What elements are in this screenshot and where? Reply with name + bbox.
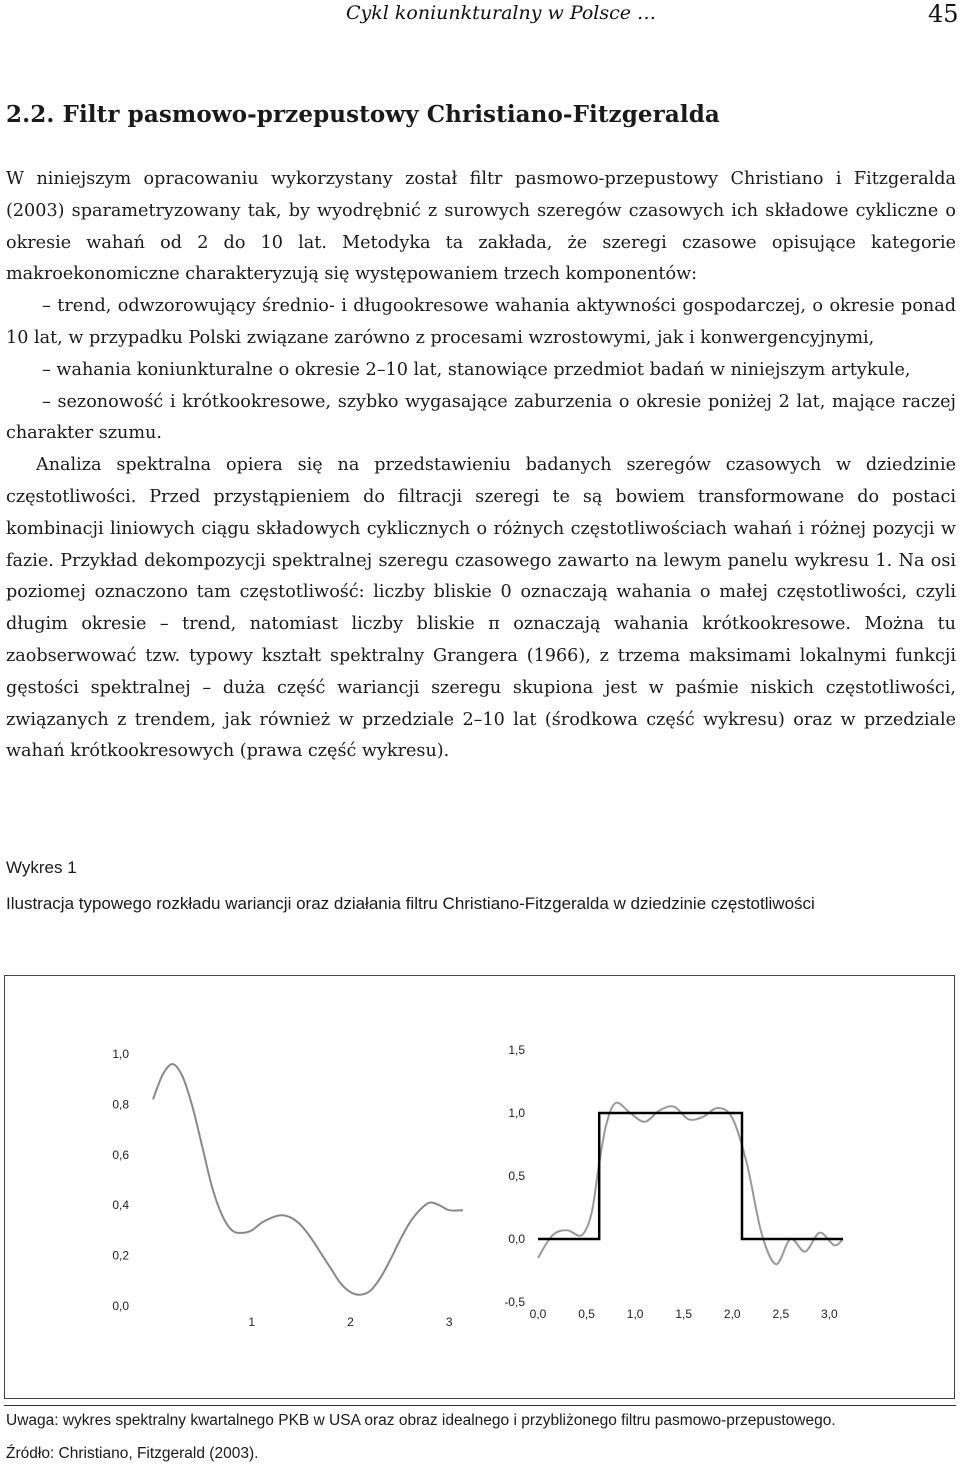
right-x-tick-label: 2,0 bbox=[723, 1307, 741, 1321]
right-x-tick-label: 2,5 bbox=[772, 1307, 790, 1321]
body-text bbox=[6, 164, 956, 768]
figure-panel bbox=[4, 975, 955, 1399]
left-x-tick-label: 1 bbox=[248, 1315, 256, 1329]
left-y-tick-label: 0,2 bbox=[112, 1248, 129, 1263]
running-header bbox=[0, 0, 960, 32]
left-series-line bbox=[153, 1064, 463, 1295]
section-heading: 2.2. Filtr pasmowo-przepustowy Christiano-Fitzgeralda bbox=[6, 101, 720, 128]
figure-source: Źródło: Christiano, Fitzgerald (2003). bbox=[6, 1445, 259, 1462]
right-x-tick-label: 1,5 bbox=[675, 1307, 693, 1321]
right-x-tick-label: 3,0 bbox=[821, 1307, 838, 1321]
left-y-tick-label: 0,6 bbox=[112, 1147, 129, 1162]
page-number: 45 bbox=[928, 0, 959, 28]
left-y-tick-label: 1,0 bbox=[112, 1047, 129, 1061]
right-y-tick-label: 1,5 bbox=[508, 1043, 525, 1057]
right-x-tick-label: 1,0 bbox=[626, 1307, 644, 1321]
list-item-business-cycle: – wahania koniunkturalne o okresie 2–10 lat, stanowiące przedmiot badań w niniejszym artykule, bbox=[42, 359, 911, 380]
right-x-tick-label: 0,0 bbox=[529, 1307, 547, 1321]
right-y-tick-label: -0,5 bbox=[504, 1295, 525, 1309]
left-y-tick-label: 0,4 bbox=[112, 1198, 129, 1213]
paragraph-intro: W niniejszym opracowaniu wykorzystany został filtr pasmowo-przepustowy Christiano i Fitzgeralda (2003) sparametryzowany tak, by wyodrębnić z surowych szeregów czasowych ich składowe cykliczne o okresie wahań od 2 do 10 lat. Metodyka ta zakłada, że szeregi czasowe opisujące kategorie makroekonomiczne charakteryzują się występowaniem trzech komponentów: bbox=[6, 169, 956, 285]
left-y-tick-label: 0,0 bbox=[112, 1299, 129, 1313]
list-item-seasonality: – sezonowość i krótkookresowe, szybko wygasające zaburzenia o okresie poniżej 2 lat, mające raczej charakter szumu. bbox=[6, 391, 956, 444]
figure-caption: Ilustracja typowego rozkładu wariancji oraz działania filtru Christiano-Fitzgeralda w dziedzinie częstotliwości bbox=[6, 894, 815, 913]
figure-note: Uwaga: wykres spektralny kwartalnego PKB w USA oraz obraz idealnego i przybliżonego filtru pasmowo-przepustowego. bbox=[6, 1412, 836, 1429]
spectral-charts bbox=[5, 976, 956, 1400]
running-title: Cykl koniunkturalny w Polsce … bbox=[346, 2, 657, 24]
right-ideal-filter-line bbox=[538, 1113, 843, 1239]
right-y-tick-label: 0,5 bbox=[508, 1169, 525, 1183]
right-y-tick-label: 0,0 bbox=[508, 1232, 525, 1246]
right-y-tick-label: 1,0 bbox=[508, 1106, 525, 1120]
left-y-tick-label: 0,8 bbox=[112, 1097, 129, 1112]
paragraph-spectral-analysis: Analiza spektralna opiera się na przedstawieniu badanych szeregów czasowych w dziedzinie częstotliwości. Przed przystąpieniem do filtracji szeregi te są bowiem transformowane do postaci kombinacji liniowych ciągu składowych cyklicznych o różnych częstotliwościach wahań i różnej pozycji w fazie. Przykład dekompozycji spektralnej szeregu czasowego zawarto na lewym panelu wykresu 1. Na osi poziomej oznaczono tam częstotliwość: liczby bliskie 0 oznaczają wahania o małej częstotliwości, czyli długim okresie – trend, natomiast liczby bliskie π oznaczają wahania krótkookresowe. Można tu zaobserwować tzw. typowy kształt spektralny Grangera (1966), z trzema maksimami lokalnymi funkcji gęstości spektralnej – duża część wariancji szeregu skupiona jest w paśmie niskich częstotliwości, związanych z trendem, jak również w przedziale 2–10 lat (środkowa część wykresu) oraz w przedziale wahań krótkookresowych (prawa część wykresu). bbox=[6, 455, 956, 762]
list-item-trend: – trend, odwzorowujący średnio- i długookresowe wahania aktywności gospodarczej, o okresie ponad 10 lat, w przypadku Polski związane zarówno z procesami wzrostowymi, jak i konwergencyjnymi, bbox=[6, 296, 956, 348]
right-chart-band-pass-filter bbox=[504, 1043, 843, 1321]
left-x-tick-label: 2 bbox=[347, 1315, 354, 1329]
footnote-divider bbox=[4, 1405, 956, 1406]
left-x-tick-label: 3 bbox=[445, 1315, 453, 1329]
right-x-tick-label: 0,5 bbox=[578, 1307, 595, 1321]
figure-label: Wykres 1 bbox=[6, 858, 77, 877]
left-chart-spectral-density bbox=[112, 1047, 463, 1329]
